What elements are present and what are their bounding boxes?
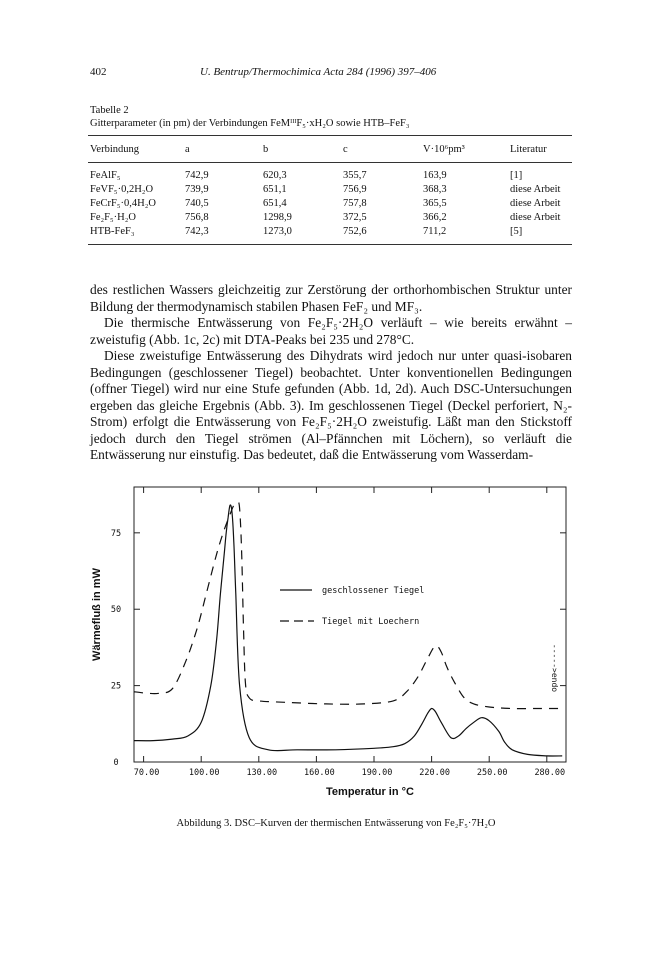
table-cell: diese Arbeit xyxy=(510,198,561,209)
table-cell: 366,2 xyxy=(423,212,447,223)
table-cell: 711,2 xyxy=(423,226,447,237)
table-cell: diese Arbeit xyxy=(510,184,561,195)
table-row-compound: HTB-FeF₃ xyxy=(90,226,135,237)
table-cell: 742,9 xyxy=(185,170,209,181)
x-tick-label: 70.00 xyxy=(133,768,160,778)
running-head: U. Bentrup/Thermochimica Acta 284 (1996) 397–406 xyxy=(200,66,437,78)
table-row-compound: Fe₂F₅·H₂O xyxy=(90,212,136,223)
table-header-cell: Literatur xyxy=(510,144,547,155)
table-cell: 368,3 xyxy=(423,184,447,195)
x-tick-label: 100.00 xyxy=(188,768,220,778)
x-tick-label: 160.00 xyxy=(304,768,335,778)
table-row-compound: FeAlF₅ xyxy=(90,170,121,181)
table-cell: diese Arbeit xyxy=(510,212,561,223)
endo-label: ----->endo xyxy=(550,643,559,693)
table-label: Tabelle 2 xyxy=(90,105,129,116)
table-cell: 355,7 xyxy=(343,170,367,181)
series-line-perforated-crucible xyxy=(134,502,562,708)
x-tick-label: 220.00 xyxy=(419,768,450,778)
x-tick-label: 130.00 xyxy=(246,768,278,778)
table-cell: 651,4 xyxy=(263,198,287,209)
figure-caption: Abbildung 3. DSC–Kurven der thermischen Entwässerung von Fe₂F₅·7H₂O xyxy=(176,818,496,829)
table-cell: 1298,9 xyxy=(263,212,292,223)
table-cell: 739,9 xyxy=(185,184,209,195)
table-header-cell: Verbindung xyxy=(90,144,139,155)
table-cell: 163,9 xyxy=(423,170,447,181)
table-cell: 1273,0 xyxy=(263,226,292,237)
table-cell: 752,6 xyxy=(343,226,367,237)
table-cell: 651,1 xyxy=(263,184,287,195)
table-cell: 742,3 xyxy=(185,226,209,237)
table-cell: 756,8 xyxy=(185,212,209,223)
y-tick-label: 25 xyxy=(110,681,122,692)
x-tick-label: 280.00 xyxy=(534,768,566,778)
y-tick-label: 50 xyxy=(110,605,122,616)
table-header-cell: a xyxy=(185,144,190,155)
legend-dashed-label: Tiegel mit Loechern xyxy=(322,617,420,627)
x-tick-label: 190.00 xyxy=(361,768,393,778)
table-cell: 757,8 xyxy=(343,198,367,209)
table-cell: 740,5 xyxy=(185,198,209,209)
paragraph-2: Die thermische Entwässerung von Fe₂F₅·2H₂O verläuft – wie bereits erwähnt – zweistufig (Abb. 1c, 2c) mit DTA-Peaks bei 235 und 278°C. xyxy=(90,315,572,347)
table-cell: 372,5 xyxy=(343,212,367,223)
table-cell: [5] xyxy=(510,226,523,237)
table-header-cell: V·10⁶pm³ xyxy=(423,144,465,155)
legend-solid-label: geschlossener Tiegel xyxy=(322,586,425,596)
y-tick-label: 75 xyxy=(110,528,122,539)
table-row-compound: FeVF₅·0,2H₂O xyxy=(90,184,154,195)
page-number: 402 xyxy=(90,66,107,78)
series-line-closed-crucible xyxy=(134,505,562,756)
paragraph-1: des restlichen Wassers gleichzeitig zur Zerstörung der orthorhombischen Struktur unter Bildung der thermodynamisch stabilen Phasen FeF₂ und MF₃. xyxy=(90,282,572,314)
table-caption: Gitterparameter (in pm) der Verbindungen FeMᴵᴵᴵF₅·xH₂O sowie HTB–FeF₃ xyxy=(90,118,410,129)
table-cell: 620,3 xyxy=(263,170,287,181)
y-axis-label: Wärmefluß in mW xyxy=(91,568,103,661)
x-axis-label: Temperatur in °C xyxy=(326,786,414,798)
table-cell: [1] xyxy=(510,170,523,181)
x-tick-label: 250.00 xyxy=(476,768,508,778)
table-row-compound: FeCrF₅·0,4H₂O xyxy=(90,198,156,209)
y-tick-label: 0 xyxy=(113,758,119,768)
table-cell: 365,5 xyxy=(423,198,447,209)
table-cell: 756,9 xyxy=(343,184,367,195)
table-header-cell: c xyxy=(343,144,348,155)
table-header-cell: b xyxy=(263,144,269,155)
paragraph-3: Diese zweistufige Entwässerung des Dihydrats wird jedoch nur unter quasi-isobaren Bedingungen (geschlossener Tiegel) beobachtet. Unter konventionellen Bedingungen (offner Tiegel) wird nur eine Stufe gefunden (Abb. 1d, 2d). Auch DSC-Untersuchungen ergeben das gleiche Ergebnis (Abb. 3). Im geschlossenen Tiegel (Deckel perforiert, N₂-Strom) erfolgt die Entwässerung von Fe₂F₅·2H₂O zweistufig. Läßt man den Stickstoff jedoch durch den Tiegel strömen (Al–Pfännchen mit Löchern), so verläuft die Entwässerung nur einstufig. Das bedeutet, daß die Entwässerung vom Wasserdam- xyxy=(90,348,572,462)
